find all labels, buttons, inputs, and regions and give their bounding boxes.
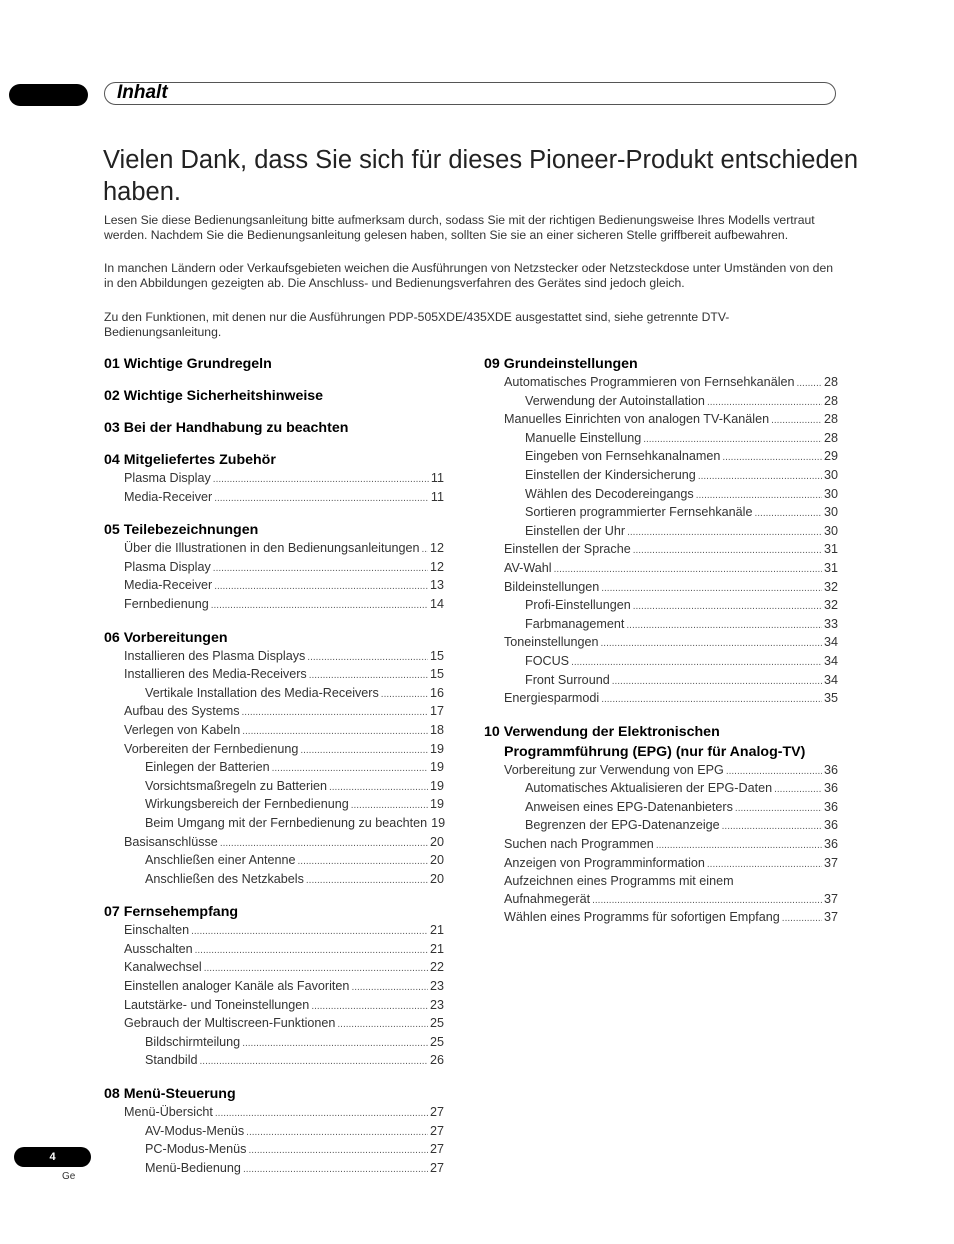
toc-entry-text: Bildeinstellungen [504,579,600,594]
toc-section-title[interactable]: 07 Fernsehempfang [104,904,239,921]
toc-entry[interactable] [484,855,838,874]
toc-entry-text: Ausschalten [124,941,193,956]
toc-entry-text: Lautstärke- und Toneinstellungen [124,997,310,1012]
language-code: Ge [62,1171,76,1182]
toc-entry[interactable] [104,596,444,615]
toc-entry[interactable] [484,909,838,928]
toc-entry-text: Einstellen der Uhr [525,523,626,538]
toc-entry-text: Vertikale Installation des Media-Receivers [145,685,379,700]
toc-entry[interactable] [484,523,838,542]
toc-entry-page: 37 [823,910,838,925]
toc-leader-dots [612,672,822,691]
toc-entry[interactable] [104,796,444,815]
toc-entry-page: 27 [429,1123,444,1138]
toc-entry-page: 34 [823,672,838,687]
toc-entry-page: 36 [823,762,838,777]
toc-leader-dots [309,666,428,685]
toc-entry-text: Aufnahmegerät [504,891,591,906]
toc-entry-text: Energiesparmodi [504,691,600,706]
toc-entry-text: Front Surround [525,672,610,687]
toc-entry-text: Verlegen von Kabeln [124,722,241,737]
toc-entry[interactable] [484,762,838,781]
toc-leader-dots [213,559,428,578]
toc-leader-dots [421,540,428,559]
toc-entry-wrapped-line[interactable]: Aufzeichnen eines Programms mit einem [504,874,734,889]
toc-entry-text: Automatisches Programmieren von Fernsehkanälen [504,375,795,389]
toc-entry-text: AV-Modus-Menüs [145,1123,245,1138]
toc-entry-page: 12 [429,559,444,574]
toc-entry-page: 23 [429,979,444,994]
toc-leader-dots [214,489,429,508]
toc-entry[interactable] [104,778,444,797]
toc-entry-page: 25 [429,1034,444,1049]
toc-section [104,385,444,406]
toc-entry[interactable] [484,836,838,855]
toc-entry-page: 13 [429,578,444,593]
toc-entry-page: 25 [429,1016,444,1031]
toc-entry[interactable] [484,891,838,910]
toc-leader-dots [200,1052,428,1071]
toc-entry-text: Wählen des Decodereingangs [525,486,694,501]
toc-entry-text: Einstellen der Sprache [504,542,631,557]
toc-entry-text: Menü-Bedienung [145,1160,241,1175]
toc-entry[interactable] [484,430,838,449]
toc-entry[interactable] [484,486,838,505]
toc-leader-dots [220,834,428,853]
toc-entry-page: 20 [429,871,444,886]
toc-entry[interactable] [484,374,838,393]
toc-entry-page: 30 [823,486,838,501]
toc-entry-page: 28 [823,375,838,389]
toc-entry-page: 31 [823,542,838,557]
toc-entry[interactable] [484,672,838,691]
toc-entry-page: 36 [823,781,838,796]
toc-section-title[interactable]: 05 Teilebezeichnungen [104,522,259,539]
toc-entry-text: Wirkungsbereich der Fernbedienung [145,797,349,812]
toc-section-title[interactable]: 09 Grundeinstellungen [484,356,638,372]
toc-section [104,449,444,507]
toc-entry-text: AV-Wahl [504,560,552,575]
toc-leader-dots [726,762,822,781]
toc-section-title[interactable]: 03 Bei der Handhabung zu beachten [104,420,349,436]
toc-section-title[interactable]: 04 Mitgeliefertes Zubehör [104,452,276,468]
toc-entry-text: Wählen eines Programms für sofortigen Empfang [504,910,780,925]
toc-entry[interactable] [104,1015,444,1034]
toc-entry-page: 27 [429,1142,444,1157]
toc-entry-text: Fernbedienung [124,596,209,611]
toc-entry-page: 36 [823,837,838,852]
toc-leader-dots [214,577,428,596]
toc-leader-dots [633,541,822,560]
toc-entry[interactable] [104,648,444,667]
toc-section [104,627,444,890]
toc-section [104,353,444,374]
toc-entry-page: 34 [823,635,838,650]
toc-entry[interactable] [484,653,838,672]
toc-entry-page: 15 [429,667,444,682]
toc-entry[interactable] [104,489,444,508]
toc-entry-page: 32 [823,598,838,613]
toc-leader-dots [242,722,428,741]
toc-leader-dots [601,690,822,709]
toc-entry-text: Begrenzen der EPG-Datenanzeige [525,818,720,833]
toc-section-09 [484,353,838,709]
toc-section [484,353,838,709]
toc-entry-page: 15 [429,648,444,663]
toc-left-column [104,353,444,1178]
toc-entry[interactable] [484,411,838,430]
toc-entry-page: 19 [429,760,444,775]
toc-entry[interactable] [484,467,838,486]
toc-leader-dots [204,959,428,978]
toc-leader-dots [771,411,822,430]
toc-entry[interactable] [104,834,444,853]
toc-entry[interactable] [484,780,838,799]
toc-entry-text: Vorbereitung zur Verwendung von EPG [504,762,724,777]
toc-entry[interactable] [104,559,444,578]
toc-entry-page: 19 [429,797,444,812]
toc-section [104,901,444,1071]
toc-leader-dots [300,741,428,760]
toc-entry-text: Standbild [145,1053,198,1068]
intro-paragraph-3: Zu den Funktionen, mit denen nur die Ausführungen PDP-505XDE/435XDE ausgestattet sind, siehe getrennte DTV-Bedienungsanleitung. [104,310,730,340]
toc-entry[interactable] [104,1123,444,1142]
toc-leader-dots [554,560,822,579]
toc-entry-text: Anzeigen von Programminformation [504,855,705,870]
toc-entry[interactable] [104,722,444,741]
toc-entry[interactable] [104,852,444,871]
toc-entry[interactable] [104,540,444,559]
toc-entry-text: Vorbereiten der Fernbedienung [124,741,299,756]
toc-leader-dots [248,1141,428,1160]
toc-right-column [484,353,838,928]
toc-entry[interactable] [104,978,444,997]
toc-entry[interactable] [484,448,838,467]
toc-entry[interactable] [104,703,444,722]
toc-entry-text: Farbmanagement [525,616,625,631]
toc-entry[interactable] [104,1034,444,1053]
toc-entry-page: 17 [429,704,444,719]
toc-leader-dots [191,922,428,941]
toc-entry[interactable] [104,815,444,834]
toc-entry-text: Anschließen einer Antenne [145,853,296,868]
toc-entry-page: 22 [429,960,444,975]
toc-entry-text: Vorsichtsmaßregeln zu Batterien [145,778,327,793]
toc-entry[interactable] [104,577,444,596]
toc-leader-dots [242,703,428,722]
toc-entry[interactable] [104,922,444,941]
toc-entry-text: Installieren des Media-Receivers [124,667,307,682]
toc-entry-page: 27 [429,1105,444,1120]
toc-leader-dots [246,1123,428,1142]
toc-entry-page: 31 [823,560,838,575]
toc-leader-dots [351,978,428,997]
toc-section-title[interactable]: 02 Wichtige Sicherheitshinweise [104,388,324,404]
toc-entry[interactable] [484,579,838,598]
toc-entry[interactable] [484,690,838,709]
toc-entry-text: Einstellen der Kindersicherung [525,467,696,482]
toc-leader-dots [707,393,822,412]
toc-entry-page: 20 [429,853,444,868]
toc-entry-page: 11 [430,471,444,485]
toc-entry[interactable] [104,759,444,778]
toc-entry-page: 33 [823,616,838,631]
toc-section-title[interactable] [484,721,838,762]
toc-entry-page: 23 [429,997,444,1012]
intro-paragraph-2: In manchen Ländern oder Verkaufsgebieten weichen die Ausführungen von Netzstecker oder Netzsteckdose unter Umständen von den in den Abbildungen gezeigten ab. Die Anschluss- und Bedienungsverfahren des Gerätes sind jedoch gleich. [104,261,833,291]
toc-entry-text: Plasma Display [124,471,211,485]
toc-entry-text: Media-Receiver [124,489,213,504]
toc-leader-dots [735,799,822,818]
toc-entry-text: Einstellen analoger Kanäle als Favoriten [124,979,350,994]
toc-leader-dots [601,579,822,598]
intro-paragraph-1: Lesen Sie diese Bedienungsanleitung bitte aufmerksam durch, sodass Sie mit der richtigen Bedienungsweise Ihres Modells vertraut werden. Nachdem Sie die Bedienungsanleitung gelesen haben, sollten Sie sie an einer sicheren Stelle griffbereit aufbewahren. [104,213,815,243]
toc-section-title-line2: Programmführung (EPG) (nur für Analog-TV) [504,743,806,760]
toc-entries-tail [484,891,838,928]
toc-entry-text: Verwendung der Autoinstallation [525,393,705,408]
toc-entry-text: Manuelles Einrichten von analogen TV-Kanälen [504,412,770,427]
page-number: 4 [14,1147,91,1167]
toc-leader-dots [643,430,822,449]
toc-entry[interactable] [484,817,838,836]
toc-entry-text: Eingeben von Fernsehkanalnamen [525,449,721,464]
toc-leader-dots [592,891,822,910]
toc-entry-page: 37 [823,891,838,906]
toc-leader-dots [213,470,429,489]
toc-leader-dots [722,448,822,467]
toc-entry-page: 11 [430,489,444,504]
toc-entry-page: 36 [823,799,838,814]
toc-entry-page: 21 [429,941,444,956]
toc-entry-text: Aufbau des Systems [124,704,240,719]
toc-section [104,519,444,614]
toc-section-title[interactable]: 06 Vorbereitungen [104,629,228,646]
toc-leader-dots [298,852,428,871]
toc-leader-dots [626,616,822,635]
toc-leader-dots [633,597,822,616]
toc-section-title-line1: 10 Verwendung der Elektronischen [484,723,720,740]
toc-entry[interactable] [484,799,838,818]
section-header [104,82,836,105]
toc-entry-page: 30 [823,523,838,538]
toc-leader-dots [627,523,822,542]
toc-entry-text: Einschalten [124,923,190,938]
toc-leader-dots [215,1104,428,1123]
toc-leader-dots [243,1160,428,1179]
toc-entry-page: 35 [823,691,838,706]
toc-entry-text: Automatisches Aktualisieren der EPG-Daten [525,781,773,796]
toc-entry-text: Toneinstellungen [504,635,599,650]
toc-entry[interactable] [484,504,838,523]
toc-entry[interactable] [104,941,444,960]
toc-entry-text: Sortieren programmierter Fernsehkanäle [525,505,753,520]
toc-entry-text: Plasma Display [124,559,211,574]
chapter-tab-marker [9,84,88,106]
toc-leader-dots [381,685,428,704]
toc-section-title[interactable]: 08 Menü-Steuerung [104,1086,236,1103]
toc-entry-page: 14 [429,596,444,611]
toc-entry[interactable] [484,597,838,616]
toc-entry[interactable] [104,741,444,760]
toc-section-10 [484,721,838,928]
toc-entry[interactable] [484,560,838,579]
toc-leader-dots [601,634,822,653]
toc-leader-dots [329,778,428,797]
toc-entry-text: Einlegen der Batterien [145,760,270,775]
toc-leader-dots [211,596,428,615]
toc-section-title[interactable]: 01 Wichtige Grundregeln [104,356,272,372]
toc-leader-dots [311,997,428,1016]
toc-entry-text: Kanalwechsel [124,960,202,975]
toc-entry[interactable] [104,959,444,978]
toc-entry[interactable] [104,1141,444,1160]
toc-entry-page: 26 [429,1053,444,1068]
toc-entry-page: 28 [823,393,838,408]
toc-section [104,1083,444,1178]
toc-entry-text: FOCUS [525,653,570,668]
toc-entry-text: Manuelle Einstellung [525,430,642,445]
toc-leader-dots [722,817,822,836]
toc-entry-page: 30 [823,505,838,520]
toc-entry[interactable] [104,1104,444,1123]
toc-leader-dots [272,759,428,778]
toc-entry-page: 27 [429,1160,444,1175]
toc-entry[interactable] [104,997,444,1016]
section-title: Inhalt [117,82,168,103]
toc-entry[interactable] [104,470,444,489]
toc-entry-page: 28 [823,430,838,445]
toc-entry-text: Beim Umgang mit der Fernbedienung zu beachten [145,815,428,830]
toc-entry[interactable] [104,1160,444,1179]
toc-entry-text: Installieren des Plasma Displays [124,648,306,663]
toc-entry-page: 21 [429,923,444,938]
toc-leader-dots [755,504,822,523]
toc-entry-page: 19 [429,741,444,756]
toc-entry-text: Bildschirmteilung [145,1034,241,1049]
toc-leader-dots [307,648,428,667]
page-headline: Vielen Dank, dass Sie sich für dieses Pioneer-Produkt entschieden haben. [103,146,859,206]
toc-entry-text: Basisanschlüsse [124,834,218,849]
toc-entry[interactable] [104,666,444,685]
toc-entry-page: 19 [429,778,444,793]
toc-leader-dots [696,486,822,505]
toc-entry[interactable] [104,871,444,890]
toc-entry-page: 16 [429,685,444,700]
toc-entry-page: 18 [429,722,444,737]
toc-entry-text: Anschließen des Netzkabels [145,871,304,886]
toc-entry-page: 28 [823,412,838,427]
toc-leader-dots [698,467,822,486]
toc-entries [484,762,838,874]
toc-entry-text: Menü-Übersicht [124,1105,213,1120]
toc-entry-text: PC-Modus-Menüs [145,1142,247,1157]
toc-section [104,417,444,438]
toc-entry-page: 34 [823,653,838,668]
toc-entry[interactable] [104,1052,444,1071]
toc-leader-dots [774,780,822,799]
toc-entry[interactable] [484,634,838,653]
toc-entry-page: 29 [823,449,838,464]
toc-entry-page: 36 [823,818,838,833]
toc-leader-dots [782,909,822,928]
toc-entry-text: Media-Receiver [124,578,213,593]
toc-entry[interactable] [484,541,838,560]
toc-entry-page: 30 [823,467,838,482]
toc-leader-dots [337,1015,428,1034]
toc-entry-text: Anweisen eines EPG-Datenanbieters [525,799,733,814]
toc-entry-text: Gebrauch der Multiscreen-Funktionen [124,1016,336,1031]
toc-leader-dots [571,653,822,672]
toc-entry[interactable] [484,616,838,635]
toc-entry-text: Über die Illustrationen in den Bedienungsanleitungen [124,541,420,556]
toc-entry-text: Profi-Einstellungen [525,598,631,613]
toc-leader-dots [707,855,822,874]
toc-leader-dots [306,871,428,890]
toc-entry-text: Suchen nach Programmen [504,837,654,852]
toc-entry[interactable] [104,685,444,704]
toc-leader-dots [195,941,428,960]
toc-entry-page: 12 [429,541,444,556]
toc-leader-dots [242,1034,428,1053]
toc-leader-dots [656,836,822,855]
toc-entry-page: 19 [431,815,446,830]
toc-entry[interactable] [484,393,838,412]
toc-entry-page: 32 [823,579,838,594]
toc-entry-page: 20 [429,834,444,849]
toc-leader-dots [797,374,822,393]
toc-entry-page: 37 [823,855,838,870]
toc-leader-dots [351,796,428,815]
